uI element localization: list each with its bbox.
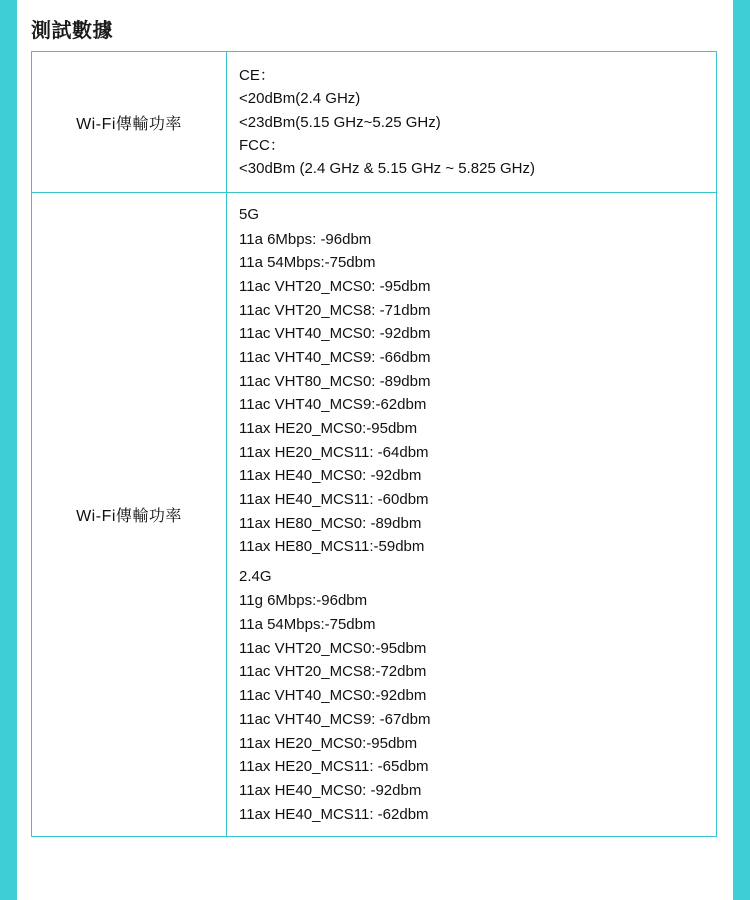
value-line: 11ax HE80_MCS0: -89dbm [239,514,422,532]
value-line: 11ax HE40_MCS11: -60dbm [239,491,429,509]
value-line: <30dBm (2.4 GHz & 5.15 GHz ~ 5.825 GHz) [239,160,535,177]
row-value-sensitivity [227,193,717,837]
row-label-tx-power-2: Wi-Fi傳輸功率 [32,193,227,837]
value-line: 11ac VHT40_MCS9: -66dbm [239,348,431,366]
value-line: 11ac VHT40_MCS0:-92dbm [239,687,427,705]
table-row [32,193,717,837]
value-line: 11g 6Mbps:-96dbm [239,592,368,610]
value-line: 11ax HE40_MCS0: -92dbm [239,467,422,485]
value-line: 11ac VHT40_MCS9:-62dbm [239,396,427,414]
value-line: 11a 54Mbps:-75dbm [239,254,376,272]
value-line: <20dBm(2.4 GHz) [239,90,361,108]
band-lines [239,228,704,560]
value-line: 11ax HE20_MCS0:-95dbm [239,734,418,752]
value-line: 11ax HE40_MCS11: -62dbm [239,805,429,823]
value-line: 11ac VHT80_MCS0: -89dbm [239,372,431,390]
band-lines [239,589,704,826]
value-line: 11ac VHT40_MCS9: -67dbm [239,710,431,728]
spec-table [31,51,717,837]
value-line: <23dBm(5.15 GHz~5.25 GHz) [239,113,441,131]
band-label: 2.4G [239,568,272,586]
page-title: 測試數據 [31,20,113,42]
value-line: 11ac VHT20_MCS8: -71dbm [239,301,431,319]
value-line: 11ac VHT40_MCS0: -92dbm [239,325,431,343]
value-line: 11a 6Mbps: -96dbm [239,230,372,248]
row-label-tx-power: Wi-Fi傳輸功率 [32,52,227,193]
value-line: 11ax HE20_MCS0:-95dbm [239,420,418,437]
band-group-5g [239,203,704,559]
table-row [32,52,717,193]
value-line: 11ax HE80_MCS11:-59dbm [239,538,425,556]
value-line: 11ac VHT20_MCS0:-95dbm [239,639,427,657]
value-line: FCC： [239,136,285,154]
row-value-tx-power [227,52,717,193]
band-label: 5G [239,206,260,224]
value-line: 11ac VHT20_MCS0: -95dbm [239,277,431,295]
value-line: 11ac VHT20_MCS8:-72dbm [239,663,427,681]
document-sheet [17,0,733,900]
value-line: 11ax HE20_MCS11: -64dbm [239,443,429,461]
value-line: CE： [239,67,275,84]
value-line: 11ax HE20_MCS11: -65dbm [239,758,429,776]
value-line: 11a 54Mbps:-75dbm [239,616,376,634]
value-line: 11ax HE40_MCS0: -92dbm [239,781,422,799]
band-group-24g [239,565,704,826]
